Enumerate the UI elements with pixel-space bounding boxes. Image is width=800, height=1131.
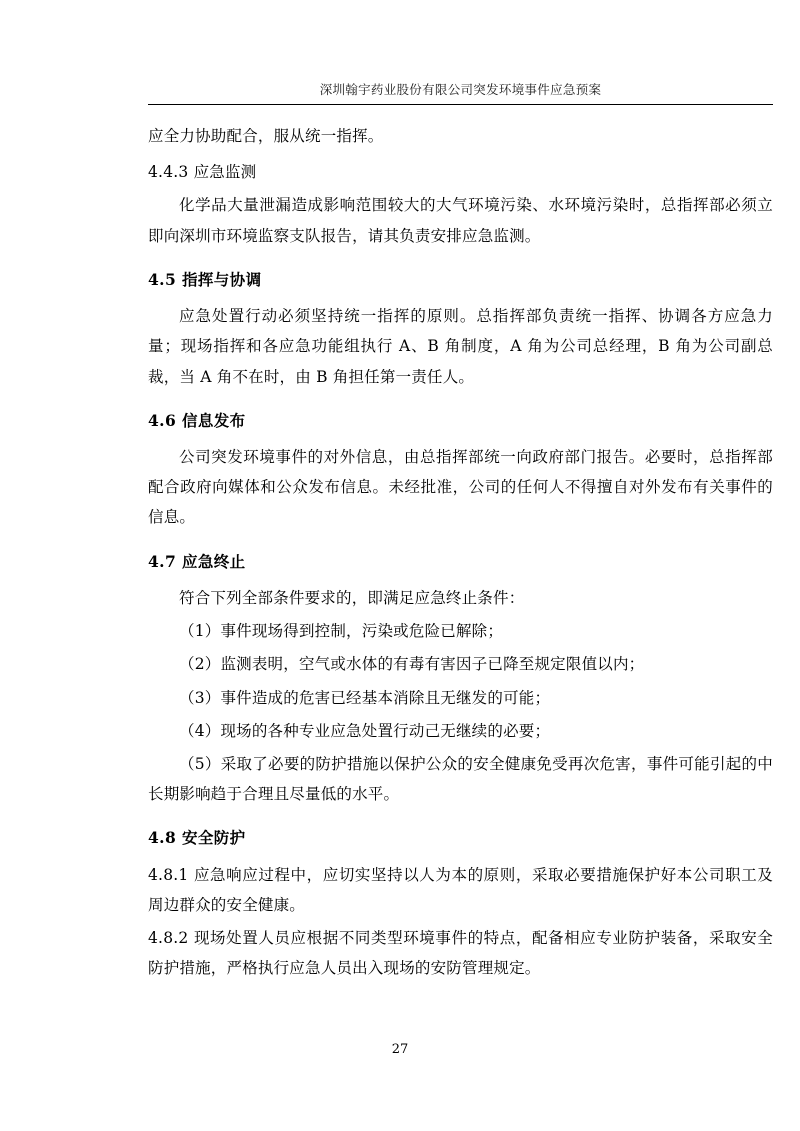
list-item-condition-1: （1）事件现场得到控制，污染或危险已解除；	[179, 622, 504, 641]
section-heading-4-4-3: 4.4.3 应急监测	[148, 163, 257, 182]
page-content	[148, 80, 773, 986]
page-header-title: 深圳翰宇药业股份有限公司突发环境事件应急预案	[319, 82, 602, 97]
page-sheet	[60, 30, 773, 1105]
section-heading-4-7: 4.7 应急终止	[148, 551, 246, 571]
paragraph-4-6-body: 公司突发环境事件的对外信息，由总指挥部统一向政府部门报告。必要时，总指挥部配合政府向媒体和公众发布信息。未经批准，公司的任何人不得擅自对外发布有关事件的信息。	[148, 447, 773, 527]
list-item-condition-3: （3）事件造成的危害已经基本消除且无继发的可能；	[179, 688, 551, 707]
paragraph-4-4-3-body: 化学品大量泄漏造成影响范围较大的大气环境污染、水环境污染时，总指挥部必须立即向深圳市环境监察支队报告，请其负责安排应急监测。	[148, 196, 773, 245]
paragraph-4-7-intro: 符合下列全部条件要求的，即满足应急终止条件：	[179, 588, 525, 607]
list-item-condition-5: （5）采取了必要的防护措施以保护公众的安全健康免受再次危害，事件可能引起的中长期影响趋于合理且尽量低的水平。	[148, 754, 773, 804]
page-number: 27	[391, 1042, 409, 1057]
paragraph-continued: 应全力协助配合，服从统一指挥。	[148, 127, 384, 145]
paragraph-4-8-1: 4.8.1 应急响应过程中，应切实坚持以人为本的原则，采取必要措施保护好本公司职工及周边群众的安全健康。	[148, 865, 773, 914]
section-heading-4-5: 4.5 指挥与协调	[148, 269, 262, 289]
list-item-condition-4: （4）现场的各种专业应急处置行动己无继续的必要；	[179, 721, 551, 740]
header-divider	[148, 104, 773, 105]
paragraph-4-8-2: 4.8.2 现场处置人员应根据不同类型环境事件的特点，配备相应专业防护装备，采取安全防护措施，严格执行应急人员出入现场的安防管理规定。	[148, 929, 773, 978]
paragraph-4-5-body: 应急处置行动必须坚持统一指挥的原则。总指挥部负责统一指挥、协调各方应急力量；现场指挥和各应急功能组执行 A、B 角制度，A 角为公司总经理，B 角为公司副总裁，当 A 角不在时，由 B 角担任第一责任人。	[148, 307, 773, 386]
list-item-condition-2: （2）监测表明，空气或水体的有毒有害因子已降至规定限值以内；	[179, 655, 645, 674]
section-heading-4-6: 4.6 信息发布	[148, 410, 246, 430]
section-heading-4-8: 4.8 安全防护	[148, 828, 246, 848]
